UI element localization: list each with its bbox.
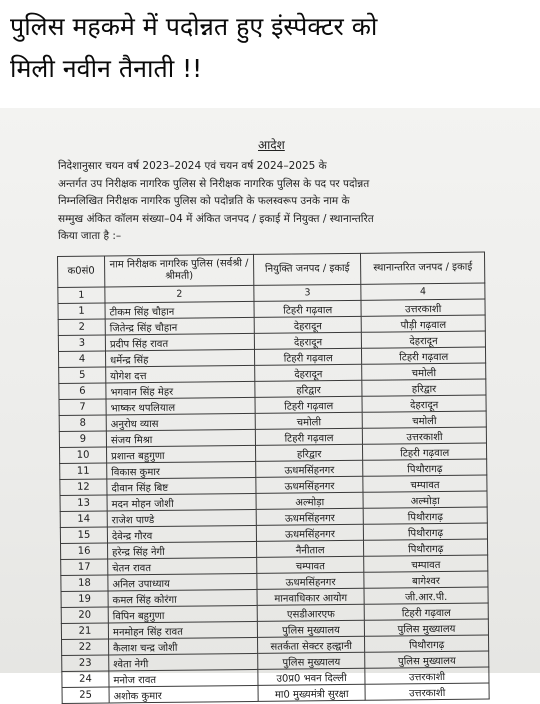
- cell-officer-name: कमल सिंह कोरंगा: [108, 589, 257, 607]
- cell-serial: 7: [59, 399, 106, 415]
- scanned-order-document: [0, 108, 540, 702]
- table-header-row: [58, 252, 485, 287]
- cell-officer-name: मनमोहन सिंह रावत: [108, 621, 257, 639]
- cell-transfer-unit: चमोली: [362, 411, 486, 428]
- cell-serial: 4: [59, 351, 106, 367]
- cell-serial: 8: [59, 415, 106, 431]
- cell-transfer-unit: पिथौरागढ़: [364, 539, 488, 556]
- cell-officer-name: प्रदीप सिंह रावत: [105, 333, 254, 351]
- cell-transfer-unit: पिथौरागढ़: [363, 507, 487, 524]
- cell-serial: 18: [61, 575, 108, 591]
- cell-serial: 11: [60, 463, 107, 479]
- cell-officer-name: प्रशान्त बहुगुणा: [107, 445, 256, 463]
- cell-serial: 9: [59, 431, 106, 447]
- cell-officer-name: जितेन्द्र सिंह चौहान: [105, 317, 254, 335]
- cell-officer-name: अनुरोध व्यास: [106, 413, 255, 431]
- cell-appointment-unit: चमोली: [255, 412, 362, 429]
- cell-officer-name: विपिन बहुगुणा: [108, 605, 257, 623]
- cell-officer-name: हरेन्द्र सिंह नेगी: [108, 541, 257, 559]
- cell-officer-name: टीकम सिंह चौहान: [105, 301, 254, 319]
- cell-appointment-unit: हरिद्वार: [255, 380, 362, 397]
- cell-transfer-unit: अल्मोड़ा: [363, 491, 487, 508]
- headline-line-1: पुलिस महकमे में पदोन्नत हुए इंस्पेक्टर को: [10, 12, 378, 41]
- cell-officer-name: धर्मेन्द्र सिंह: [105, 349, 254, 367]
- news-headline: [10, 6, 530, 90]
- cell-appointment-unit: ऊधमसिंहनगर: [257, 572, 364, 589]
- cell-appointment-unit: देहरादून: [255, 364, 362, 381]
- posting-table: [57, 252, 490, 704]
- cell-officer-name: चेतन रावत: [108, 557, 257, 575]
- cell-transfer-unit: उत्तरकाशी: [365, 683, 489, 700]
- cell-appointment-unit: ऊधमसिंहनगर: [256, 460, 363, 477]
- cell-transfer-unit: उत्तरकाशी: [365, 667, 489, 684]
- order-body-line: अन्तर्गत उप निरीक्षक नागरिक पुलिस से निरीक्षक नागरिक पुलिस के पद पर पदोन्नत: [58, 177, 370, 190]
- cell-serial: 20: [61, 607, 108, 623]
- cell-transfer-unit: चमोली: [362, 363, 486, 380]
- cell-appointment-unit: अल्मोड़ा: [256, 492, 363, 509]
- cell-officer-name: अशोक कुमार: [109, 685, 258, 703]
- order-title: आदेश: [258, 138, 285, 152]
- cell-appointment-unit: ऊधमसिंहनगर: [256, 508, 363, 525]
- cell-appointment-unit: टिहरी गढ़वाल: [254, 348, 361, 365]
- cell-appointment-unit: मा0 मुख्यमंत्री सुरक्षा: [258, 684, 365, 701]
- cell-transfer-unit: टिहरी गढ़वाल: [363, 443, 487, 460]
- cell-appointment-unit: नैनीताल: [256, 540, 363, 557]
- cell-officer-name: भाष्कर थपलियाल: [106, 397, 255, 415]
- cell-serial: 24: [62, 671, 109, 687]
- cell-serial: 21: [61, 623, 108, 639]
- cell-transfer-unit: चम्पावत: [363, 475, 487, 492]
- cell-transfer-unit: उत्तरकाशी: [363, 427, 487, 444]
- cell-appointment-unit: ऊधमसिंहनगर: [256, 476, 363, 493]
- cell-transfer-unit: टिहरी गढ़वाल: [364, 603, 488, 620]
- cell-appointment-unit: हरिद्वार: [255, 444, 362, 461]
- header-serial: क0सं0: [58, 256, 105, 287]
- cell-serial: 16: [61, 543, 108, 559]
- cell-serial: 2: [58, 319, 105, 335]
- cell-appointment-unit: देहरादून: [254, 332, 361, 349]
- header-name: नाम निरीक्षक नागरिक पुलिस (सर्वश्री / श्रीमती): [105, 254, 254, 287]
- cell-transfer-unit: पिथौरागढ़: [365, 635, 489, 652]
- cell-appointment-unit: टिहरी गढ़वाल: [254, 300, 361, 317]
- cell-serial: 15: [60, 527, 107, 543]
- cell-officer-name: विकास कुमार: [107, 461, 256, 479]
- cell-officer-name: राजेश पाण्डे: [107, 509, 256, 527]
- cell-appointment-unit: मानवाधिकार आयोग: [257, 588, 364, 605]
- cell-serial: 1: [58, 303, 105, 319]
- cell-officer-name: देवेन्द्र गौरव: [107, 525, 256, 543]
- cell-serial: 19: [61, 591, 108, 607]
- cell-transfer-unit: हरिद्वार: [362, 379, 486, 396]
- column-index: 3: [254, 284, 361, 301]
- header-appointment-unit: नियुक्ति जनपद / इकाई: [253, 253, 361, 285]
- cell-appointment-unit: एसडीआरएफ: [257, 604, 364, 621]
- cell-appointment-unit: देहरादून: [254, 316, 361, 333]
- cell-serial: 22: [62, 639, 109, 655]
- order-body-line: सम्मुख अंकित कॉलम संख्या–04 में अंकित जनपद / इकाई में नियुक्त / स्थानान्तरित: [58, 212, 374, 225]
- cell-serial: 12: [60, 479, 107, 495]
- order-body-line: निम्नलिखित निरीक्षक नागरिक पुलिस को पदोन्नति के फलस्वरूप उनके नाम के: [58, 195, 350, 207]
- cell-appointment-unit: पुलिस मुख्यालय: [258, 652, 365, 669]
- cell-transfer-unit: जी.आर.पी.: [364, 587, 488, 604]
- cell-transfer-unit: पौड़ी गढ़वाल: [361, 315, 485, 332]
- header-transfer-unit: स्थानान्तरित जनपद / इकाई: [361, 252, 485, 284]
- cell-serial: 10: [60, 447, 107, 463]
- cell-appointment-unit: उ0प्र0 भवन दिल्ली: [258, 668, 365, 685]
- cell-appointment-unit: पुलिस मुख्यालय: [257, 620, 364, 637]
- cell-officer-name: संजय मिश्रा: [106, 429, 255, 447]
- cell-appointment-unit: टिहरी गढ़वाल: [255, 396, 362, 413]
- cell-serial: 6: [59, 383, 106, 399]
- cell-appointment-unit: सतर्कता सेक्टर हल्द्वानी: [258, 636, 365, 653]
- order-body-line: निदेशानुसार चयन वर्ष 2023–2024 एवं चयन वर्ष 2024–2025 के: [58, 160, 327, 172]
- cell-serial: 14: [60, 511, 107, 527]
- cell-serial: 3: [58, 335, 105, 351]
- cell-transfer-unit: पिथौरागढ़: [364, 523, 488, 540]
- cell-transfer-unit: पिथौरागढ़: [363, 459, 487, 476]
- column-index: 4: [361, 283, 485, 300]
- cell-officer-name: अनिल उपाध्याय: [108, 573, 257, 591]
- cell-officer-name: मदन मोहन जोशी: [107, 493, 256, 511]
- column-index: 2: [105, 285, 254, 303]
- cell-transfer-unit: देहरादून: [362, 395, 486, 412]
- cell-appointment-unit: ऊधमसिंहनगर: [256, 524, 363, 541]
- cell-officer-name: दीवान सिंह बिष्ट: [107, 477, 256, 495]
- cell-serial: 23: [62, 655, 109, 671]
- headline-line-2: मिली नवीन तैनाती !!: [10, 54, 203, 83]
- order-body-line: किया जाता है :–: [58, 230, 122, 242]
- cell-serial: 17: [61, 559, 108, 575]
- cell-serial: 13: [60, 495, 107, 511]
- cell-officer-name: श्वेता नेगी: [109, 653, 258, 671]
- cell-transfer-unit: बागेश्वर: [364, 571, 488, 588]
- cell-officer-name: कैलाश चन्द्र जोशी: [109, 637, 258, 655]
- cell-serial: 5: [59, 367, 106, 383]
- table-row: [62, 683, 489, 703]
- order-body: [58, 158, 483, 246]
- cell-transfer-unit: पुलिस मुख्यालय: [365, 651, 489, 668]
- cell-appointment-unit: टिहरी गढ़वाल: [255, 428, 362, 445]
- cell-serial: 25: [62, 687, 109, 703]
- cell-officer-name: भगवान सिंह मेहर: [106, 381, 255, 399]
- cell-appointment-unit: चम्पावत: [257, 556, 364, 573]
- cell-transfer-unit: टिहरी गढ़वाल: [362, 347, 486, 364]
- cell-officer-name: योगेश दत्त: [106, 365, 255, 383]
- cell-officer-name: मनोज रावत: [109, 669, 258, 687]
- cell-transfer-unit: चम्पावत: [364, 555, 488, 572]
- column-index: 1: [58, 287, 105, 303]
- cell-transfer-unit: उत्तरकाशी: [361, 299, 485, 316]
- cell-transfer-unit: पुलिस मुख्यालय: [365, 619, 489, 636]
- cell-transfer-unit: देहरादून: [362, 331, 486, 348]
